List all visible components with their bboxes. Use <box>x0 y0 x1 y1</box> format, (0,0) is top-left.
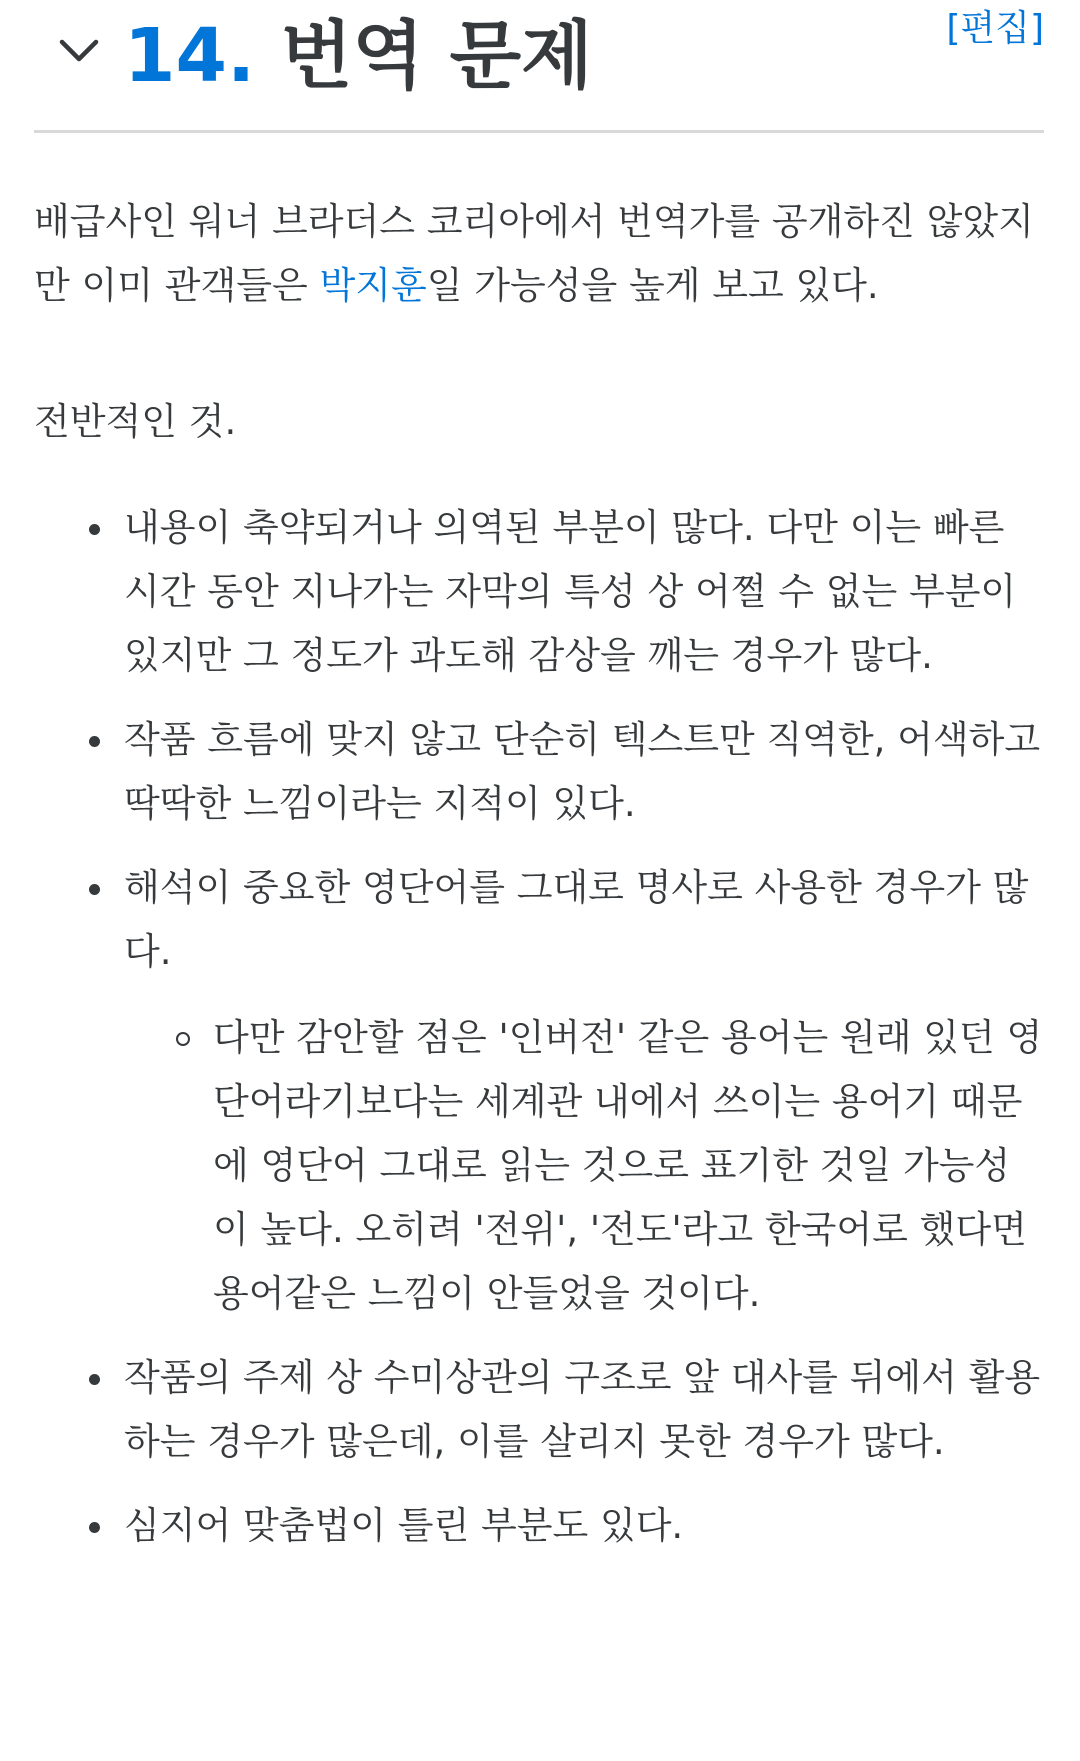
intro-text-after-link: 일 가능성을 높게 보고 있다. <box>426 264 879 307</box>
intro-text-before-link: 배급사인 워너 브라더스 코리아에서 번역가를 공개하진 않았지만 이미 관객들은 <box>34 200 1034 307</box>
sub-list-item-text: 다만 감안할 점은 '인버전' 같은 용어는 원래 있던 영단어라기보다는 세계관 내에서 쓰이는 용어기 때문에 영단어 그대로 읽는 것으로 표기한 것일 가능성이 높다. 오히려 '전위', '전도'라고 한국어로 했다면 용어같은 느낌이 안들었을 것이다. <box>213 1016 1043 1315</box>
edit-link[interactable]: [편집] <box>946 8 1044 49</box>
list-item <box>34 856 1044 1326</box>
list-item-text: 심지어 맞춤법이 틀린 부분도 있다. <box>124 1504 684 1547</box>
list-item <box>34 496 1044 688</box>
list-item-text: 내용이 축약되거나 의역된 부분이 많다. 다만 이는 빠른 시간 동안 지나가는 자막의 특성 상 어쩔 수 없는 부분이 있지만 그 정도가 과도해 감상을 깨는 경우가 많다. <box>124 506 1017 677</box>
intro-paragraph <box>34 190 1044 318</box>
list-item <box>34 1346 1044 1474</box>
list-item <box>34 1494 1044 1558</box>
translator-link[interactable]: 박지훈 <box>319 264 427 307</box>
section-title: 번역 문제 <box>280 13 593 99</box>
list-item-text: 해석이 중요한 영단어를 그대로 명사로 사용한 경우가 많다. <box>124 866 1029 973</box>
sub-list <box>124 1006 1044 1326</box>
sub-list-item <box>124 1006 1044 1326</box>
chevron-down-icon[interactable] <box>54 26 104 76</box>
section-header <box>34 0 1044 133</box>
list-item-text: 작품 흐름에 맞지 않고 단순히 텍스트만 직역한, 어색하고 딱딱한 느낌이라는 지적이 있다. <box>124 718 1041 825</box>
section-heading <box>124 6 593 106</box>
list-item-text: 작품의 주제 상 수미상관의 구조로 앞 대사를 뒤에서 활용하는 경우가 많은데, 이를 살리지 못한 경우가 많다. <box>124 1356 1041 1463</box>
issue-list <box>34 496 1044 1578</box>
list-item <box>34 708 1044 836</box>
summary-paragraph: 전반적인 것. <box>34 400 237 443</box>
section-number[interactable]: 14. <box>124 13 256 99</box>
